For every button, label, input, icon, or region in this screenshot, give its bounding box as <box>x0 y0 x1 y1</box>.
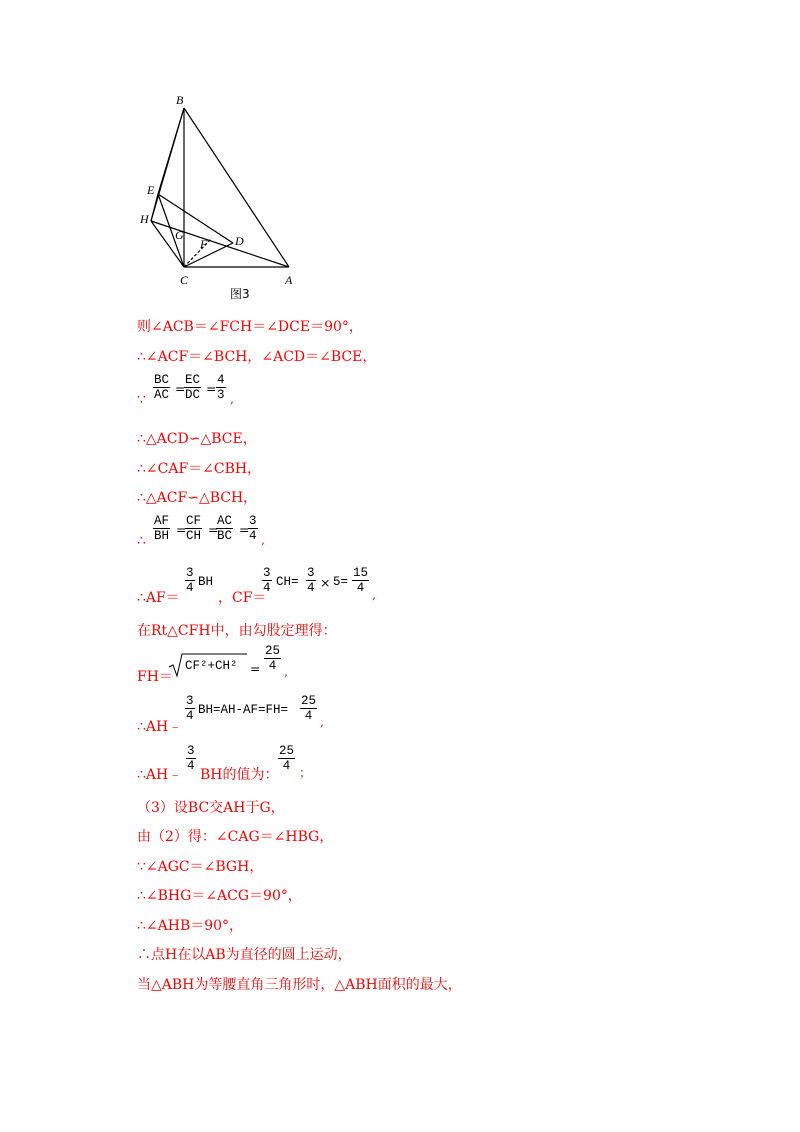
fraction-ec-dc: $\frac{EC}{DC}$ <box>185 373 201 402</box>
text-line-1: 则∠ACB＝∠FCH＝∠DCE＝90°， <box>137 319 363 335</box>
figure-caption: 图3 <box>230 287 250 301</box>
segment-BE <box>158 108 184 194</box>
fraction-ac-bc: $\frac{AC}{BC}$ <box>217 514 233 543</box>
equals-sign: = <box>250 661 261 676</box>
text-line-11: ∴AH﹣ <box>137 719 183 735</box>
fraction-25-4: $\frac{25}{4}$ <box>279 744 295 773</box>
fraction-cf-ch: $\frac{CF}{CH}$ <box>186 514 202 543</box>
equals-sign: = <box>175 381 186 396</box>
text-line-14: 由（2）得：∠CAG＝∠HBG， <box>137 829 334 845</box>
fraction-3-4: $\frac{3}{4}$ <box>249 514 257 543</box>
text-line-12b: BH的值为： <box>200 767 279 783</box>
label-F: F <box>200 237 208 251</box>
comma: , <box>320 714 324 729</box>
comma: , <box>284 664 288 679</box>
label-E: E <box>147 183 155 197</box>
text-line-6: ∴△ACF∽△BCH， <box>137 490 258 506</box>
text-line-4: ∴△ACD∽△BCE， <box>137 431 257 447</box>
comma: , <box>372 587 376 602</box>
segment-CD <box>184 243 233 267</box>
text-line-18: ∴点H在以AB为直径的圆上运动， <box>137 947 352 963</box>
label-B: B <box>176 93 184 107</box>
geometry-figure-3 <box>130 88 310 308</box>
text-line-9: 在Rt△CFH中，由勾股定理得： <box>137 623 337 639</box>
text-sqrt-content: CF²+CH² <box>185 659 238 673</box>
fraction-25-4: $\frac{25}{4}$ <box>265 644 281 673</box>
text-line-15: ∵∠AGC＝∠BGH， <box>137 859 264 875</box>
text-bh: BH <box>198 575 214 589</box>
text-line-2: ∴∠ACF＝∠BCH，∠ACD＝∠BCE， <box>137 349 377 365</box>
fraction-3-4: $\frac{3}{4}$ <box>186 566 194 595</box>
comma: , <box>261 532 265 547</box>
text-line-10: FH＝ <box>137 669 173 685</box>
fraction-3-4: $\frac{3}{4}$ <box>263 566 271 595</box>
label-H: H <box>140 212 149 226</box>
label-D: D <box>235 234 244 248</box>
label-C: C <box>180 273 189 287</box>
text-line-13: （3）设BC交AH于G， <box>137 800 285 816</box>
fraction-3-4: $\frac{3}{4}$ <box>187 744 195 773</box>
fraction-3-4: $\frac{3}{4}$ <box>186 694 194 723</box>
text-line-16: ∴∠BHG＝∠ACG＝90°， <box>137 888 302 904</box>
text-line-8a: ∴AF＝ <box>137 590 180 606</box>
equals-sign: = <box>239 522 250 537</box>
segment-CF <box>184 238 212 267</box>
text-ch: CH= <box>276 575 299 589</box>
text-line-19: 当△ABH为等腰直角三角形时，△ABH面积的最大， <box>137 977 462 993</box>
text-line-8b: ，CF＝ <box>218 590 267 606</box>
text-line-12a: ∴AH﹣ <box>137 767 183 783</box>
label-G: G <box>175 228 184 242</box>
comma: , <box>230 391 234 406</box>
fraction-15-4: $\frac{15}{4}$ <box>353 566 369 595</box>
fraction-af-bh: $\frac{AF}{BH}$ <box>154 514 170 543</box>
text-line-17: ∴∠AHB＝90°， <box>137 918 244 934</box>
fraction-3-4: $\frac{3}{4}$ <box>307 566 315 595</box>
equals-sign: = <box>208 522 219 537</box>
fraction-25-4: $\frac{25}{4}$ <box>301 694 317 723</box>
label-A: A <box>285 273 293 287</box>
text-line-3: ∵ <box>137 392 146 408</box>
text-line-5: ∴∠CAF＝∠CBH， <box>137 461 262 477</box>
fraction-bc-ac: $\frac{BC}{AC}$ <box>154 373 170 402</box>
times-sign: × <box>320 575 331 590</box>
text-bh-chain: BH=AH-AF=FH= <box>198 703 289 717</box>
segment-EH <box>151 194 158 221</box>
text-five-equals: 5= <box>333 575 349 589</box>
equals-sign: = <box>206 381 217 396</box>
semicolon: ； <box>299 765 312 780</box>
equals-sign: = <box>176 522 187 537</box>
text-line-7: ∴ <box>137 533 146 549</box>
segment-HA <box>151 221 289 267</box>
fraction-4-3: $\frac{4}{3}$ <box>217 373 225 402</box>
